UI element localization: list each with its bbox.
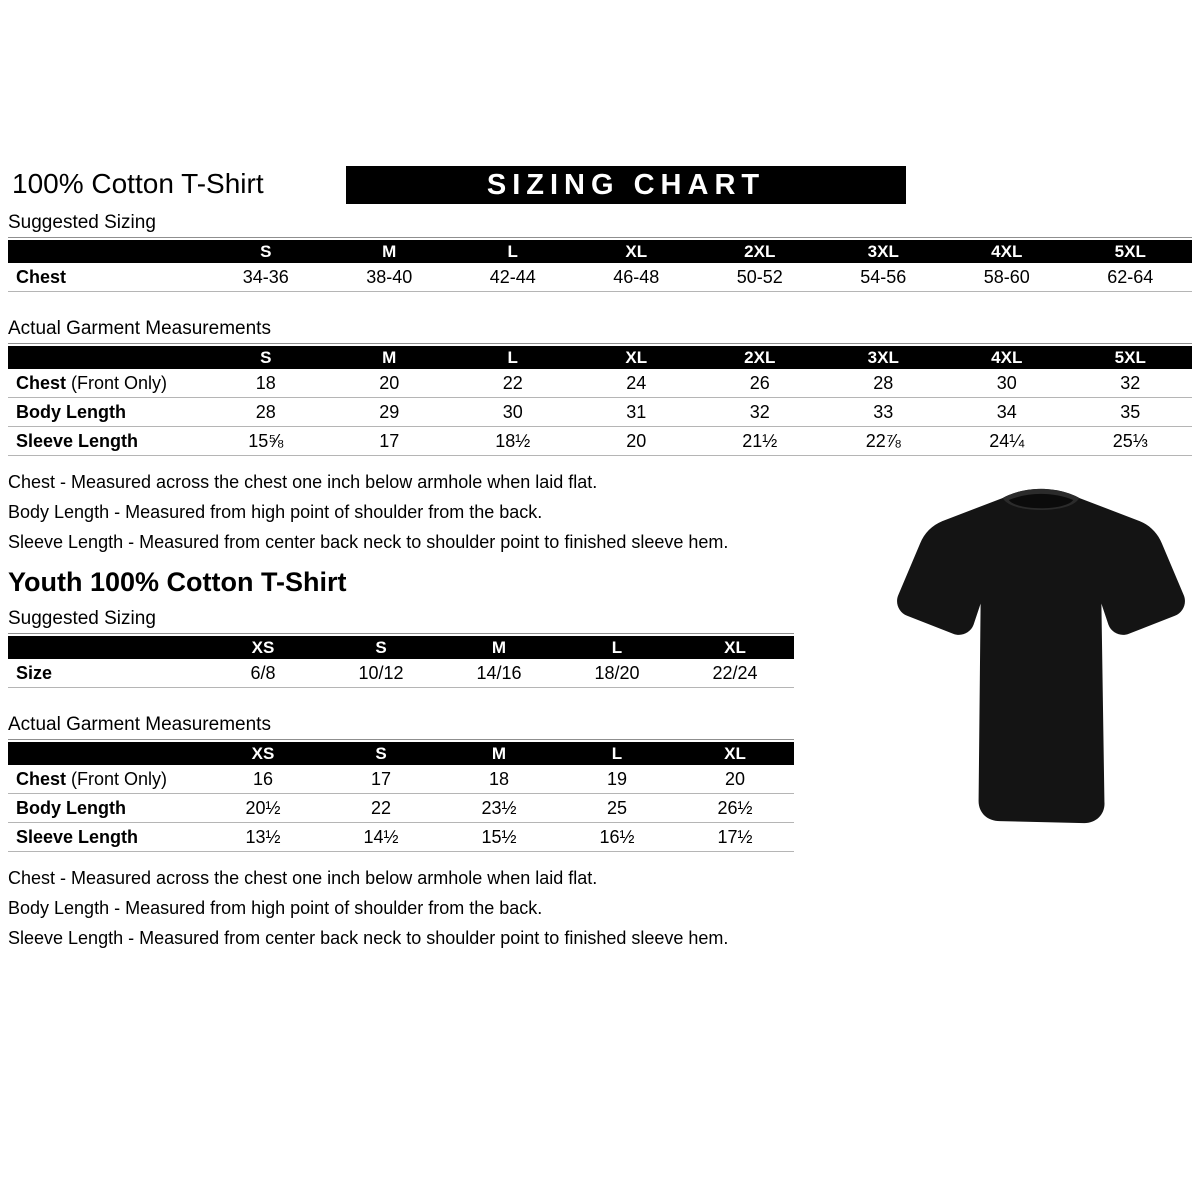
size-value-cell: 6/8 — [204, 659, 322, 688]
size-column-header: XL — [575, 240, 699, 263]
row-label: Sleeve Length — [8, 823, 204, 852]
size-column-header: M — [440, 636, 558, 659]
size-value-cell: 34-36 — [204, 263, 328, 292]
size-value-cell: 26½ — [676, 794, 794, 823]
size-column-header: XS — [204, 742, 322, 765]
size-column-header: M — [328, 240, 452, 263]
size-column-header: XL — [575, 346, 699, 369]
size-value-cell: 18½ — [451, 427, 575, 456]
row-label: Body Length — [8, 398, 204, 427]
note-sleeve-length: Sleeve Length - Measured from center back neck to shoulder point to finished sleeve hem. — [8, 928, 729, 948]
header-row — [8, 346, 1192, 369]
header-row — [8, 636, 794, 659]
size-value-cell: 22 — [451, 369, 575, 398]
adult-suggested-sizing-table — [8, 240, 1192, 292]
size-value-cell: 20 — [676, 765, 794, 794]
row-label: Chest (Front Only) — [8, 369, 204, 398]
size-value-cell: 15½ — [440, 823, 558, 852]
youth-actual-measurements-label: Actual Garment Measurements — [8, 714, 794, 740]
row-label: Sleeve Length — [8, 427, 204, 456]
size-column-header: L — [451, 346, 575, 369]
size-value-cell: 22⅞ — [822, 427, 946, 456]
row-label: Chest — [8, 263, 204, 292]
size-value-cell: 18/20 — [558, 659, 676, 688]
header-row — [8, 240, 1192, 263]
size-value-cell: 18 — [204, 369, 328, 398]
size-column-header: S — [322, 636, 440, 659]
size-column-header: 5XL — [1069, 346, 1193, 369]
size-column-header: 4XL — [945, 346, 1069, 369]
youth-suggested-sizing-label: Suggested Sizing — [8, 608, 794, 634]
size-value-cell: 25 — [558, 794, 676, 823]
size-value-cell: 16 — [204, 765, 322, 794]
row-label-column-header — [8, 636, 204, 659]
size-value-cell: 54-56 — [822, 263, 946, 292]
size-value-cell: 20 — [328, 369, 452, 398]
size-column-header: L — [451, 240, 575, 263]
size-column-header: XS — [204, 636, 322, 659]
size-column-header: 3XL — [822, 346, 946, 369]
size-value-cell: 14/16 — [440, 659, 558, 688]
page-title: 100% Cotton T-Shirt — [12, 168, 264, 199]
size-value-cell: 14½ — [322, 823, 440, 852]
size-value-cell: 17 — [322, 765, 440, 794]
size-column-header: S — [322, 742, 440, 765]
youth-measurement-notes — [8, 868, 1200, 949]
size-column-header: 5XL — [1069, 240, 1193, 263]
size-column-header: XL — [676, 636, 794, 659]
size-column-header: 4XL — [945, 240, 1069, 263]
note-body-length: Body Length - Measured from high point of shoulder from the back. — [8, 898, 543, 918]
adult-actual-measurements-table — [8, 346, 1192, 456]
size-value-cell: 23½ — [440, 794, 558, 823]
size-value-cell: 58-60 — [945, 263, 1069, 292]
size-column-header: L — [558, 742, 676, 765]
size-column-header: L — [558, 636, 676, 659]
header-row — [8, 742, 794, 765]
row-label-column-header — [8, 742, 204, 765]
row-label-column-header — [8, 240, 204, 263]
size-value-cell: 31 — [575, 398, 699, 427]
youth-suggested-sizing-table — [8, 636, 794, 688]
size-value-cell: 17½ — [676, 823, 794, 852]
note-body-length: Body Length - Measured from high point of shoulder from the back. — [8, 502, 543, 522]
size-value-cell: 24¼ — [945, 427, 1069, 456]
size-column-header: 3XL — [822, 240, 946, 263]
size-value-cell: 24 — [575, 369, 699, 398]
size-column-header: XL — [676, 742, 794, 765]
size-value-cell: 17 — [328, 427, 452, 456]
table-row — [8, 263, 1192, 292]
note-chest: Chest - Measured across the chest one inch below armhole when laid flat. — [8, 868, 598, 888]
size-value-cell: 16½ — [558, 823, 676, 852]
size-value-cell: 20½ — [204, 794, 322, 823]
row-label: Body Length — [8, 794, 204, 823]
page-header — [8, 166, 1200, 212]
size-value-cell: 32 — [698, 398, 822, 427]
size-column-header: 2XL — [698, 346, 822, 369]
size-value-cell: 21½ — [698, 427, 822, 456]
size-value-cell: 15⅝ — [204, 427, 328, 456]
size-value-cell: 30 — [945, 369, 1069, 398]
size-value-cell: 32 — [1069, 369, 1193, 398]
table-row — [8, 427, 1192, 456]
table-row — [8, 794, 794, 823]
table-row — [8, 823, 794, 852]
note-chest: Chest - Measured across the chest one inch below armhole when laid flat. — [8, 472, 598, 492]
row-label: Chest (Front Only) — [8, 765, 204, 794]
tshirt-body-shape — [897, 489, 1185, 823]
size-value-cell: 34 — [945, 398, 1069, 427]
size-value-cell: 19 — [558, 765, 676, 794]
size-value-cell: 29 — [328, 398, 452, 427]
tshirt-product-image — [890, 468, 1192, 842]
youth-section-title: Youth 100% Cotton T-Shirt — [8, 567, 347, 597]
size-value-cell: 62-64 — [1069, 263, 1193, 292]
size-value-cell: 26 — [698, 369, 822, 398]
note-sleeve-length: Sleeve Length - Measured from center back neck to shoulder point to finished sleeve hem. — [8, 532, 729, 552]
size-column-header: S — [204, 240, 328, 263]
adult-actual-measurements-label: Actual Garment Measurements — [8, 318, 1192, 344]
size-value-cell: 22 — [322, 794, 440, 823]
adult-suggested-sizing-label: Suggested Sizing — [8, 212, 1192, 238]
table-row — [8, 765, 794, 794]
row-label-column-header — [8, 346, 204, 369]
table-row — [8, 398, 1192, 427]
size-value-cell: 10/12 — [322, 659, 440, 688]
youth-actual-measurements-table — [8, 742, 794, 852]
size-value-cell: 20 — [575, 427, 699, 456]
size-value-cell: 50-52 — [698, 263, 822, 292]
size-column-header: M — [328, 346, 452, 369]
size-value-cell: 28 — [204, 398, 328, 427]
sizing-chart-banner: SIZING CHART — [346, 166, 906, 204]
size-value-cell: 38-40 — [328, 263, 452, 292]
size-value-cell: 22/24 — [676, 659, 794, 688]
spacer — [8, 292, 1200, 318]
row-label: Size — [8, 659, 204, 688]
size-value-cell: 46-48 — [575, 263, 699, 292]
table-row — [8, 369, 1192, 398]
size-column-header: S — [204, 346, 328, 369]
size-value-cell: 28 — [822, 369, 946, 398]
size-value-cell: 30 — [451, 398, 575, 427]
size-value-cell: 25⅓ — [1069, 427, 1193, 456]
size-value-cell: 33 — [822, 398, 946, 427]
size-column-header: M — [440, 742, 558, 765]
size-value-cell: 18 — [440, 765, 558, 794]
size-column-header: 2XL — [698, 240, 822, 263]
size-value-cell: 13½ — [204, 823, 322, 852]
size-value-cell: 35 — [1069, 398, 1193, 427]
table-row — [8, 659, 794, 688]
size-value-cell: 42-44 — [451, 263, 575, 292]
